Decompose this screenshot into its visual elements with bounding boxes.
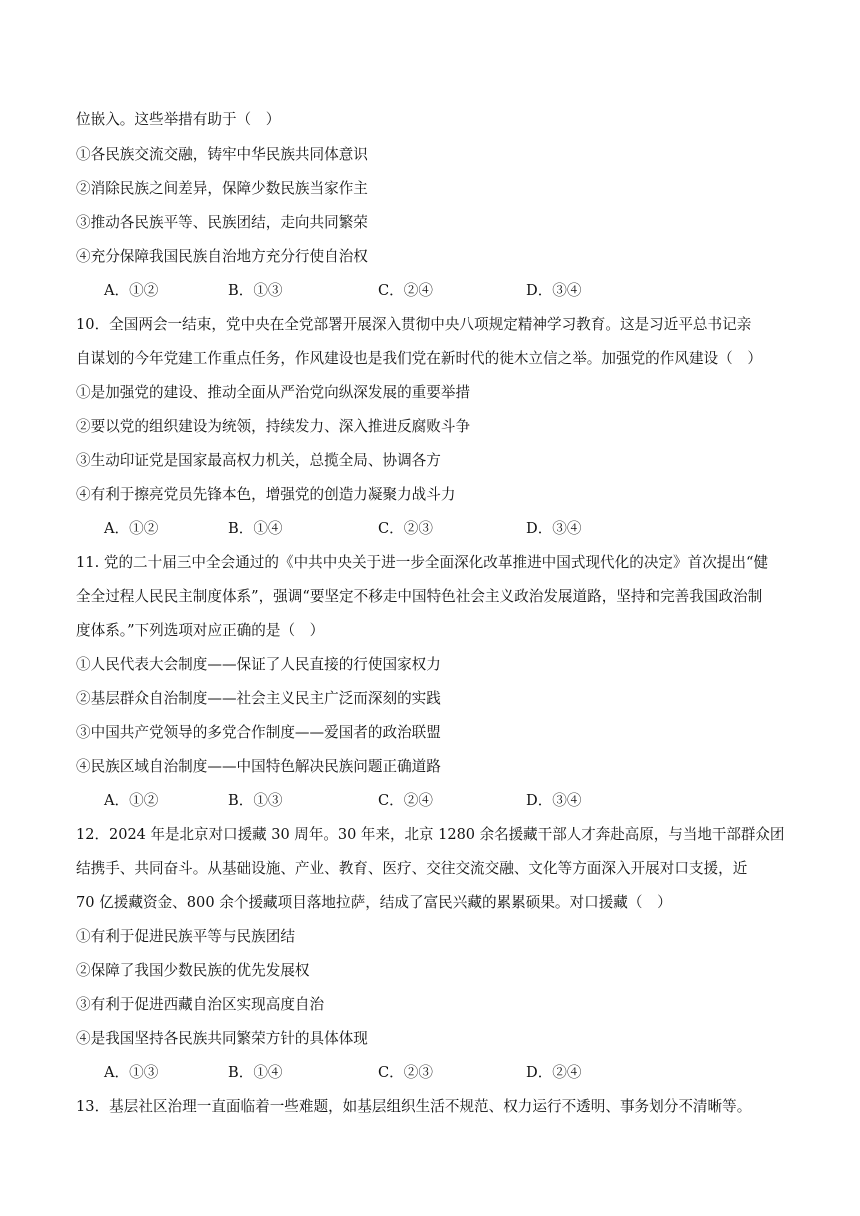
q10-option-a: A．①②	[104, 520, 159, 537]
q11-option-a: A．①②	[104, 792, 159, 809]
q9-statement-2: ②消除民族之间差异，保障少数民族当家作主	[76, 180, 368, 197]
q10-option-c: C．②③	[378, 520, 433, 537]
q10-option-d: D．③④	[526, 520, 582, 537]
q9-statement-4: ④充分保障我国民族自治地方充分行使自治权	[76, 248, 368, 265]
q11-option-c: C．②④	[378, 792, 433, 809]
q11-statement-3: ③中国共产党领导的多党合作制度——爱国者的政治联盟	[76, 724, 441, 741]
q12-statement-3: ③有利于促进西藏自治区实现高度自治	[76, 996, 325, 1013]
q10-statement-4: ④有利于擦亮党员先锋本色，增强党的创造力凝聚力战斗力	[76, 486, 456, 503]
q12-stem-line-1: 12．2024 年是北京对口援藏 30 周年。30 年来，北京 1280 余名援藏干部人才奔赴高原，与当地干部群众团	[76, 826, 785, 843]
q11-option-d: D．③④	[526, 792, 582, 809]
q11-option-b: B．①③	[228, 792, 283, 809]
q9-option-b: B．①③	[228, 282, 283, 299]
q12-option-d: D．②④	[526, 1064, 582, 1081]
q12-option-a: A．①③	[104, 1064, 159, 1081]
q10-statement-1: ①是加强党的建设、推动全面从严治党向纵深发展的重要举措	[76, 384, 471, 401]
q11-stem-line-3: 度体系。”下列选项对应正确的是（ ）	[76, 622, 325, 639]
q10-stem-line-1: 10．全国两会一结束，党中央在全党部署开展深入贯彻中央八项规定精神学习教育。这是习近平总书记亲	[76, 316, 752, 333]
q10-statement-3: ③生动印证党是国家最高权力机关，总揽全局、协调各方	[76, 452, 441, 469]
q11-stem-line-1: 11. 党的二十届三中全会通过的《中共中央关于进一步全面深化改革推进中国式现代化的决定》首次提出“健	[76, 554, 769, 571]
q10-statement-2: ②要以党的组织建设为统领，持续发力、深入推进反腐败斗争	[76, 418, 471, 435]
q9-statement-1: ①各民族交流交融，铸牢中华民族共同体意识	[76, 146, 368, 163]
q9-stem-continuation: 位嵌入。这些举措有助于（ ）	[76, 111, 281, 128]
q12-statement-2: ②保障了我国少数民族的优先发展权	[76, 962, 310, 979]
q9-option-a: A．①②	[104, 282, 159, 299]
q10-stem-line-2: 自谋划的今年党建工作重点任务，作风建设也是我们党在新时代的徙木立信之举。加强党的作风建设（ ）	[76, 350, 762, 367]
q9-option-d: D．③④	[526, 282, 582, 299]
q11-statement-2: ②基层群众自治制度——社会主义民主广泛而深刻的实践	[76, 690, 441, 707]
q12-stem-line-2: 结携手、共同奋斗。从基础设施、产业、教育、医疗、交往交流交融、文化等方面深入开展对口支援，近	[76, 860, 748, 877]
q11-statement-1: ①人民代表大会制度——保证了人民直接的行使国家权力	[76, 656, 441, 673]
q10-option-b: B．①④	[228, 520, 283, 537]
q12-stem-line-3: 70 亿援藏资金、800 余个援藏项目落地拉萨，结成了富民兴藏的累累硕果。对口援藏（ ）	[76, 894, 672, 911]
q12-option-c: C．②③	[378, 1064, 433, 1081]
q12-statement-1: ①有利于促进民族平等与民族团结	[76, 928, 295, 945]
q11-stem-line-2: 全全过程人民民主制度体系”，强调“要坚定不移走中国特色社会主义政治发展道路，坚持和完善我国政治制	[76, 588, 763, 605]
q12-option-b: B．①④	[228, 1064, 283, 1081]
q9-statement-3: ③推动各民族平等、民族团结，走向共同繁荣	[76, 214, 368, 231]
q9-option-c: C．②④	[378, 282, 433, 299]
q12-statement-4: ④是我国坚持各民族共同繁荣方针的具体体现	[76, 1030, 368, 1047]
q13-stem-line-1: 13．基层社区治理一直面临着一些难题，如基层组织生活不规范、权力运行不透明、事务划分不清晰等。	[76, 1098, 752, 1115]
q11-statement-4: ④民族区域自治制度——中国特色解决民族问题正确道路	[76, 758, 441, 775]
